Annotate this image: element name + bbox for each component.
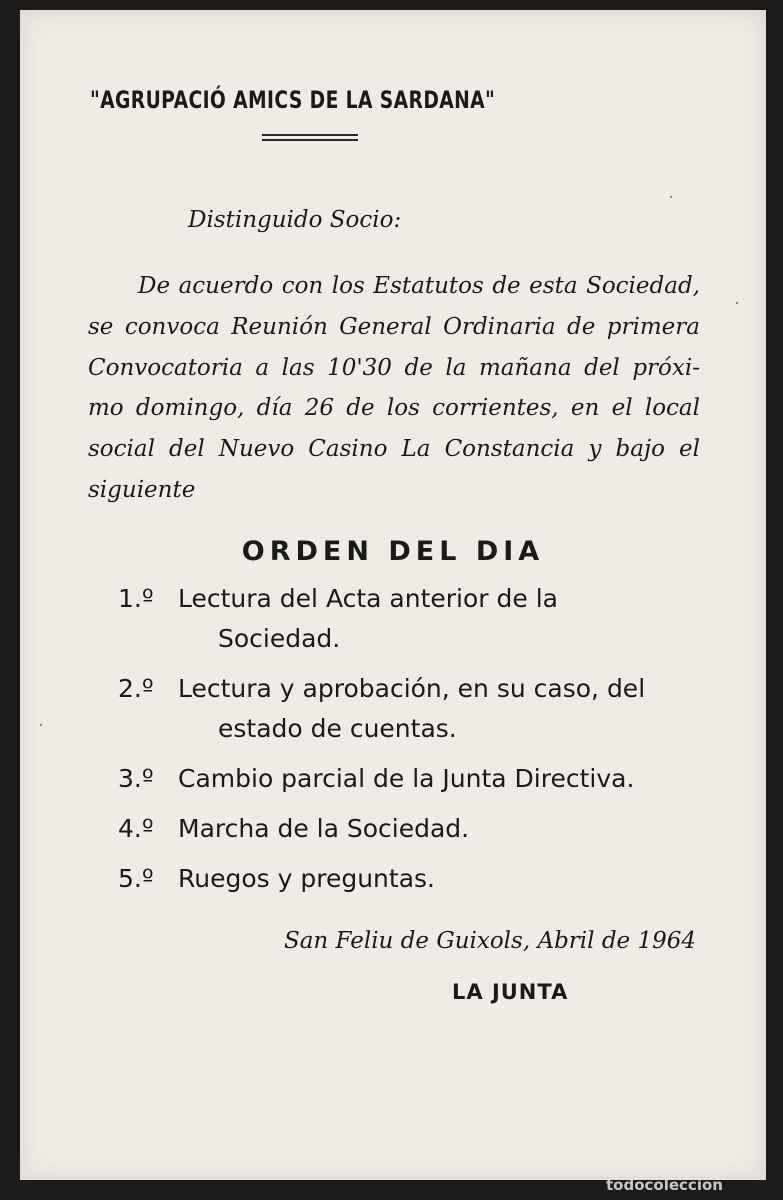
document-sheet	[20, 10, 766, 1180]
convocation-paragraph	[88, 266, 700, 511]
agenda-item-number: 3.º	[118, 764, 154, 793]
paragraph-line: De acuerdo con los Estatutos de esta Sociedad,	[138, 273, 700, 299]
paragraph-line: mo domingo, día 26 de los corrientes, en el local	[88, 395, 700, 422]
paper-speck	[670, 196, 672, 198]
paragraph-line: social del Nuevo Casino La Constancia y bajo el	[88, 436, 700, 463]
paragraph-line: siguiente	[88, 476, 196, 503]
paper-speck	[40, 724, 42, 726]
paper-speck	[736, 302, 738, 304]
agenda-item-text: Ruegos y preguntas.	[178, 864, 435, 893]
agenda-item-text: Lectura y aprobación, en su caso, del	[178, 674, 646, 703]
agenda-item-number: 2.º	[118, 674, 154, 703]
greeting: Distinguido Socio:	[188, 207, 402, 233]
agenda-item-text-continued: Sociedad.	[218, 624, 341, 653]
title-underline-top	[262, 134, 358, 136]
signature: LA JUNTA	[452, 980, 569, 1004]
agenda-item-text: Marcha de la Sociedad.	[178, 814, 470, 843]
paragraph-line: se convoca Reunión General Ordinaria de primera	[88, 313, 700, 340]
agenda-title: ORDEN DEL DIA	[241, 536, 545, 567]
agenda-item-number: 1.º	[118, 584, 154, 613]
agenda-item-number: 4.º	[118, 814, 154, 843]
watermark-logo: todocoleccion	[606, 1176, 723, 1194]
agenda-item-text-continued: estado de cuentas.	[218, 714, 457, 743]
agenda-item-text: Cambio parcial de la Junta Directiva.	[178, 764, 635, 793]
organization-title: "AGRUPACIÓ AMICS DE LA SARDANA"	[90, 86, 496, 114]
place-and-date: San Feliu de Guixols, Abril de 1964	[283, 928, 696, 954]
agenda-item-text: Lectura del Acta anterior de la	[178, 584, 558, 613]
paragraph-line: Convocatoria a las 10'30 de la mañana del próxi-	[88, 354, 700, 381]
agenda-item-number: 5.º	[118, 864, 154, 893]
title-underline-bottom	[262, 139, 358, 141]
